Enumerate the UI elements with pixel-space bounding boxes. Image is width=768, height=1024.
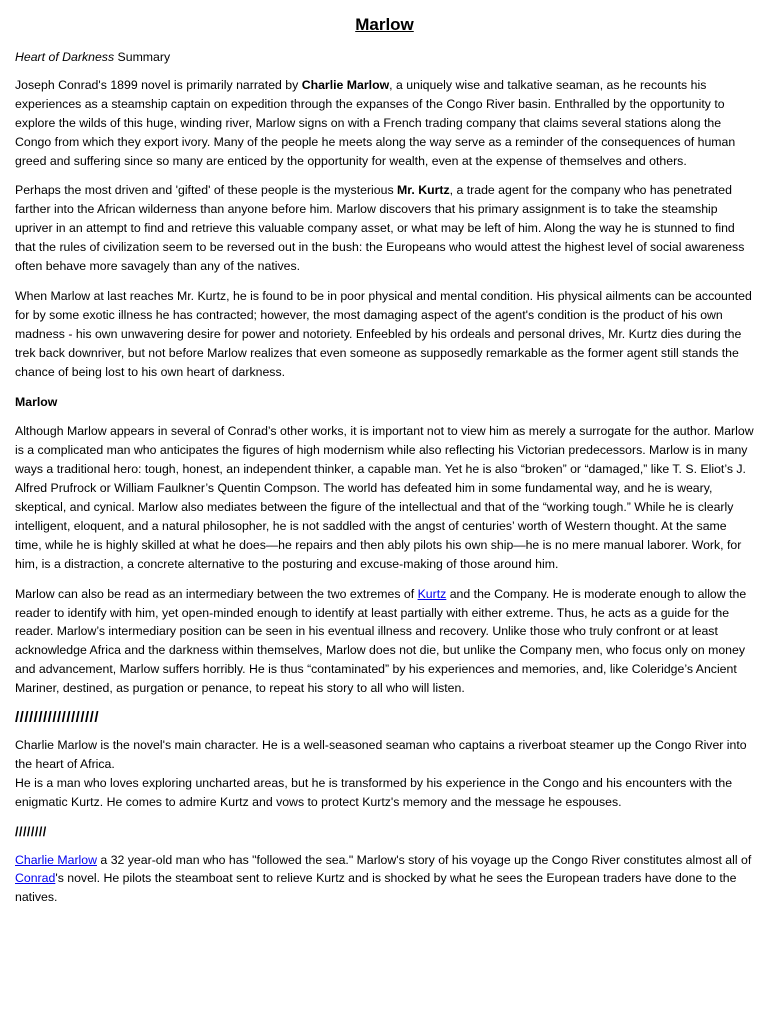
divider-slashes-small: ////////	[15, 824, 47, 839]
summary-paragraph-3: When Marlow at last reaches Mr. Kurtz, he is found to be in poor physical and mental condition. His physical ailments can be accounted for by some exotic illness he has contracted; however, the most damaging aspect of the agent's condition is the product of his own madness - his own unwavering desire for power and notoriety. Enfeebled by his ordeals and personal drives, Mr. Kurtz dies during the trek back downriver, but not before Marlow realizes that even someone as supposedly remarkable as the former agent still stands the chance of being lost to his own heart of darkness.	[15, 288, 752, 379]
kurtz-link[interactable]: Kurtz	[417, 586, 447, 601]
charlie-marlow-link[interactable]: Charlie Marlow	[15, 852, 98, 867]
section-heading: Marlow	[15, 394, 58, 409]
character-name-marlow: Charlie Marlow	[301, 77, 390, 92]
character-name-kurtz: Mr. Kurtz	[397, 183, 450, 198]
final-paragraph: Charlie Marlow a 32 year-old man who has "followed the sea." Marlow's story of his voyage up the Congo River constitutes almost all of Conrad's novel. He pilots the steamboat sent to relieve Kurtz and is shocked by what he sees the European traders have done to the natives.	[15, 852, 752, 905]
analysis-paragraph-2: Marlow can also be read as an intermediary between the two extremes of Kurtz and the Company. He is moderate enough to allow the reader to identify with him, yet open-minded enough to identify at least partially with either extreme. Thus, he acts as a guide for the reader. Marlow’s intermediary position can be seen in his eventual illness and recovery. Unlike those who truly confront or at least acknowledge Africa and the darkness within themselves, Marlow does not die, but unlike the Company men, who focus only on money and advancement, Marlow suffers horribly. He is thus “contaminated” by his experiences and memories, and, like Coleridge’s Ancient Mariner, destined, as purgation or penance, to repeat his story to all who will listen.	[15, 586, 747, 696]
divider-slashes: //////////////////	[15, 709, 100, 727]
book-title: Heart of Darkness	[15, 50, 115, 64]
summary-paragraph-1: Joseph Conrad's 1899 novel is primarily narrated by Charlie Marlow, a uniquely wise and talkative seaman, as he recounts his experiences as a steamship captain on expedition through the expanses of the Congo River basin. Enthralled by the opportunity to explore the wilds of this huge, winding river, Marlow signs on with a French trading company that claims several stations along the Congo from which they export ivory. Many of the people he meets along the way serve as a reminder of the consequences of human greed and suffering since so many are enticed by the opportunity for wealth, even at the expense of themselves and others.	[15, 77, 736, 168]
subtitle	[15, 48, 754, 67]
summary-paragraph-2: Perhaps the most driven and 'gifted' of these people is the mysterious Mr. Kurtz, a trade agent for the company who has penetrated farther into the African wilderness than anyone before him. Marlow discovers that his primary assignment is to take the steamship upriver in an attempt to find and retrieve this valuable company asset, or what may be left of him. Along the way he is stunned to find that the rules of civilization seem to be reversed out in the bush: the Europeans who would attest the highest level of social awareness often behave more savagely than any of the natives.	[15, 183, 745, 274]
subtitle-rest: Summary	[114, 50, 171, 64]
character-line-2: He is a man who loves exploring uncharted areas, but he is transformed by his experience in the Congo and his encounters with the enigmatic Kurtz. He comes to admire Kurtz and vows to protect Kurtz's memory and the message he espouses.	[15, 775, 733, 809]
character-line-1: Charlie Marlow is the novel's main character. He is a well-seasoned seaman who captains a riverboat steamer up the Congo River into the heart of Africa.	[15, 738, 747, 771]
analysis-paragraph-1: Although Marlow appears in several of Conrad’s other works, it is important not to view him as merely a surrogate for the author. Marlow is a complicated man who anticipates the figures of high modernism while also reflecting his Victorian predecessors. Marlow is in many ways a traditional hero: tough, honest, an independent thinker, a capable man. Yet he is also “broken” or “damaged,” like T. S. Eliot’s J. Alfred Prufrock or William Faulkner’s Quentin Compson. The world has defeated him in some fundamental way, and he is weary, skeptical, and cynical. Marlow also mediates between the figure of the intellectual and that of the “working tough.” While he is clearly intelligent, eloquent, and a natural philosopher, he is not saddled with the angst of centuries’ worth of Western thought. At the same time, while he is highly skilled at what he does—he repairs and then ably pilots his own ship—he is no mere manual laborer. Work, for him, is a distraction, a concrete alternative to the posturing and excuse-making of those around him.	[15, 424, 754, 571]
conrad-link[interactable]: Conrad	[15, 871, 56, 886]
page-title: Marlow	[355, 15, 414, 34]
